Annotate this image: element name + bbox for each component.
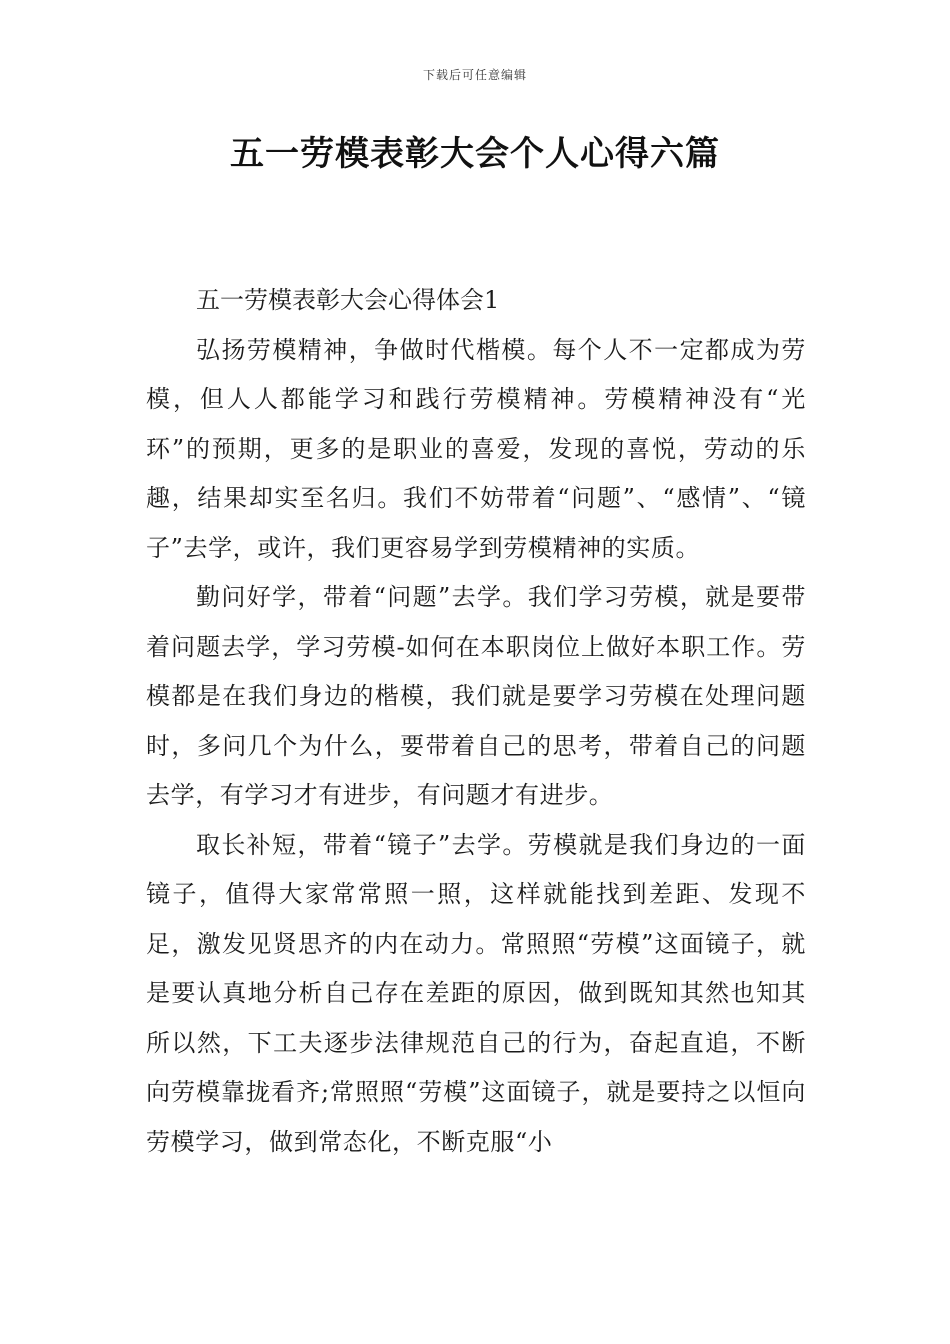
- paragraph-2: 勤问好学，带着“问题”去学。我们学习劳模，就是要带着问题去学，学习劳模-如何在本职岗位上做好本职工作。劳模都是在我们身边的楷模，我们就是要学习劳模在处理问题时，多问几个为什么，要带着自己的思考，带着自己的问题去学，有学习才有进步，有问题才有进步。: [146, 583, 806, 809]
- paragraph-1: 弘扬劳模精神，争做时代楷模。每个人不一定都成为劳模，但人人都能学习和践行劳模精神。劳模精神没有“光环”的预期，更多的是职业的喜爱，发现的喜悦，劳动的乐趣，结果却实至名归。我们不妨带着“问题”、“感情”、“镜子”去学，或许，我们更容易学到劳模精神的实质。: [146, 335, 806, 562]
- document-title: 五一劳模表彰大会个人心得六篇: [230, 134, 720, 174]
- paragraph-3: 取长补短，带着“镜子”去学。劳模就是我们身边的一面镜子，值得大家常常照一照，这样就能找到差距、发现不足，激发见贤思齐的内在动力。常照照“劳模”这面镜子，就是要认真地分析自己存在差距的原因，做到既知其然也知其所以然，下工夫逐步法律规范自己的行为，奋起直追，不断向劳模靠拢看齐;常照照“劳模”这面镜子，就是要持之以恒向劳模学习，做到常态化，不断克服“小: [146, 830, 806, 1156]
- document-body: [146, 276, 806, 1167]
- section-heading: 五一劳模表彰大会心得体会1: [196, 286, 500, 314]
- header-note: 下载后可任意编辑: [422, 68, 527, 82]
